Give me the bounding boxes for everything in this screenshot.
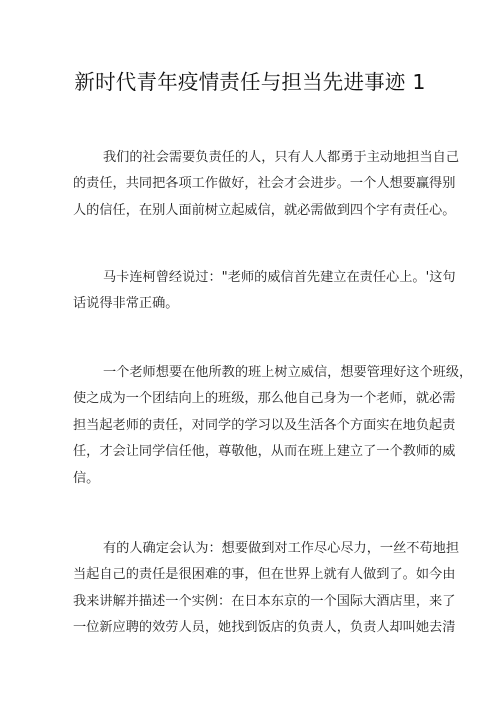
document-title: 新时代青年疫情责任与担当先进事迹 1 [74, 70, 426, 94]
paragraph-line: 我们的社会需要负责任的人，只有人人都勇于主动地担当自己 [103, 150, 460, 165]
paragraph-line: 人的信任，在别人面前树立起威信，就必需做到四个字有责任心。 [73, 202, 456, 218]
paragraph-line: 任，才会让同学信任他，尊敬他，从而在班上建立了一个教师的威 [73, 444, 456, 460]
paragraph [73, 360, 473, 492]
paragraph-line: 信。 [73, 470, 100, 486]
paragraph-line: 当起自己的责任是很困难的事，但在世界上就有人做到了。如今由 [73, 567, 456, 583]
paragraph [73, 536, 460, 642]
paragraph-line: 我来讲解并描述一个实例：在日本东京的一个国际大酒店里，来了 [73, 593, 456, 609]
paragraph-line: 担当起老师的责任，对同学的学习以及生活各个方面实在地负起责 [73, 417, 456, 433]
paragraph-line: 一个老师想要在他所教的班上树立威信，想要管理好这个班级， [103, 365, 473, 380]
paragraph-line: 话说得非常正确。 [73, 296, 179, 312]
paragraph [73, 265, 456, 318]
paragraph-line: 的责任，共同把各项工作做好，社会才会进步。一个人想要赢得别 [73, 176, 456, 192]
paragraph-line: 一位新应聘的效劳人员，她找到饭店的负责人，负责人却叫她去清 [73, 620, 456, 636]
paragraph-line: 有的人确定会认为：想要做到对工作尽心尽力，一丝不苟地担 [103, 541, 460, 556]
paragraph-line: 使之成为一个团结向上的班级，那么他自己身为一个老师，就必需 [73, 391, 456, 407]
paragraph [73, 145, 460, 224]
paragraph-line: 马卡连柯曾经说过："老师的威信首先建立在责任心上。'这句 [103, 270, 456, 285]
